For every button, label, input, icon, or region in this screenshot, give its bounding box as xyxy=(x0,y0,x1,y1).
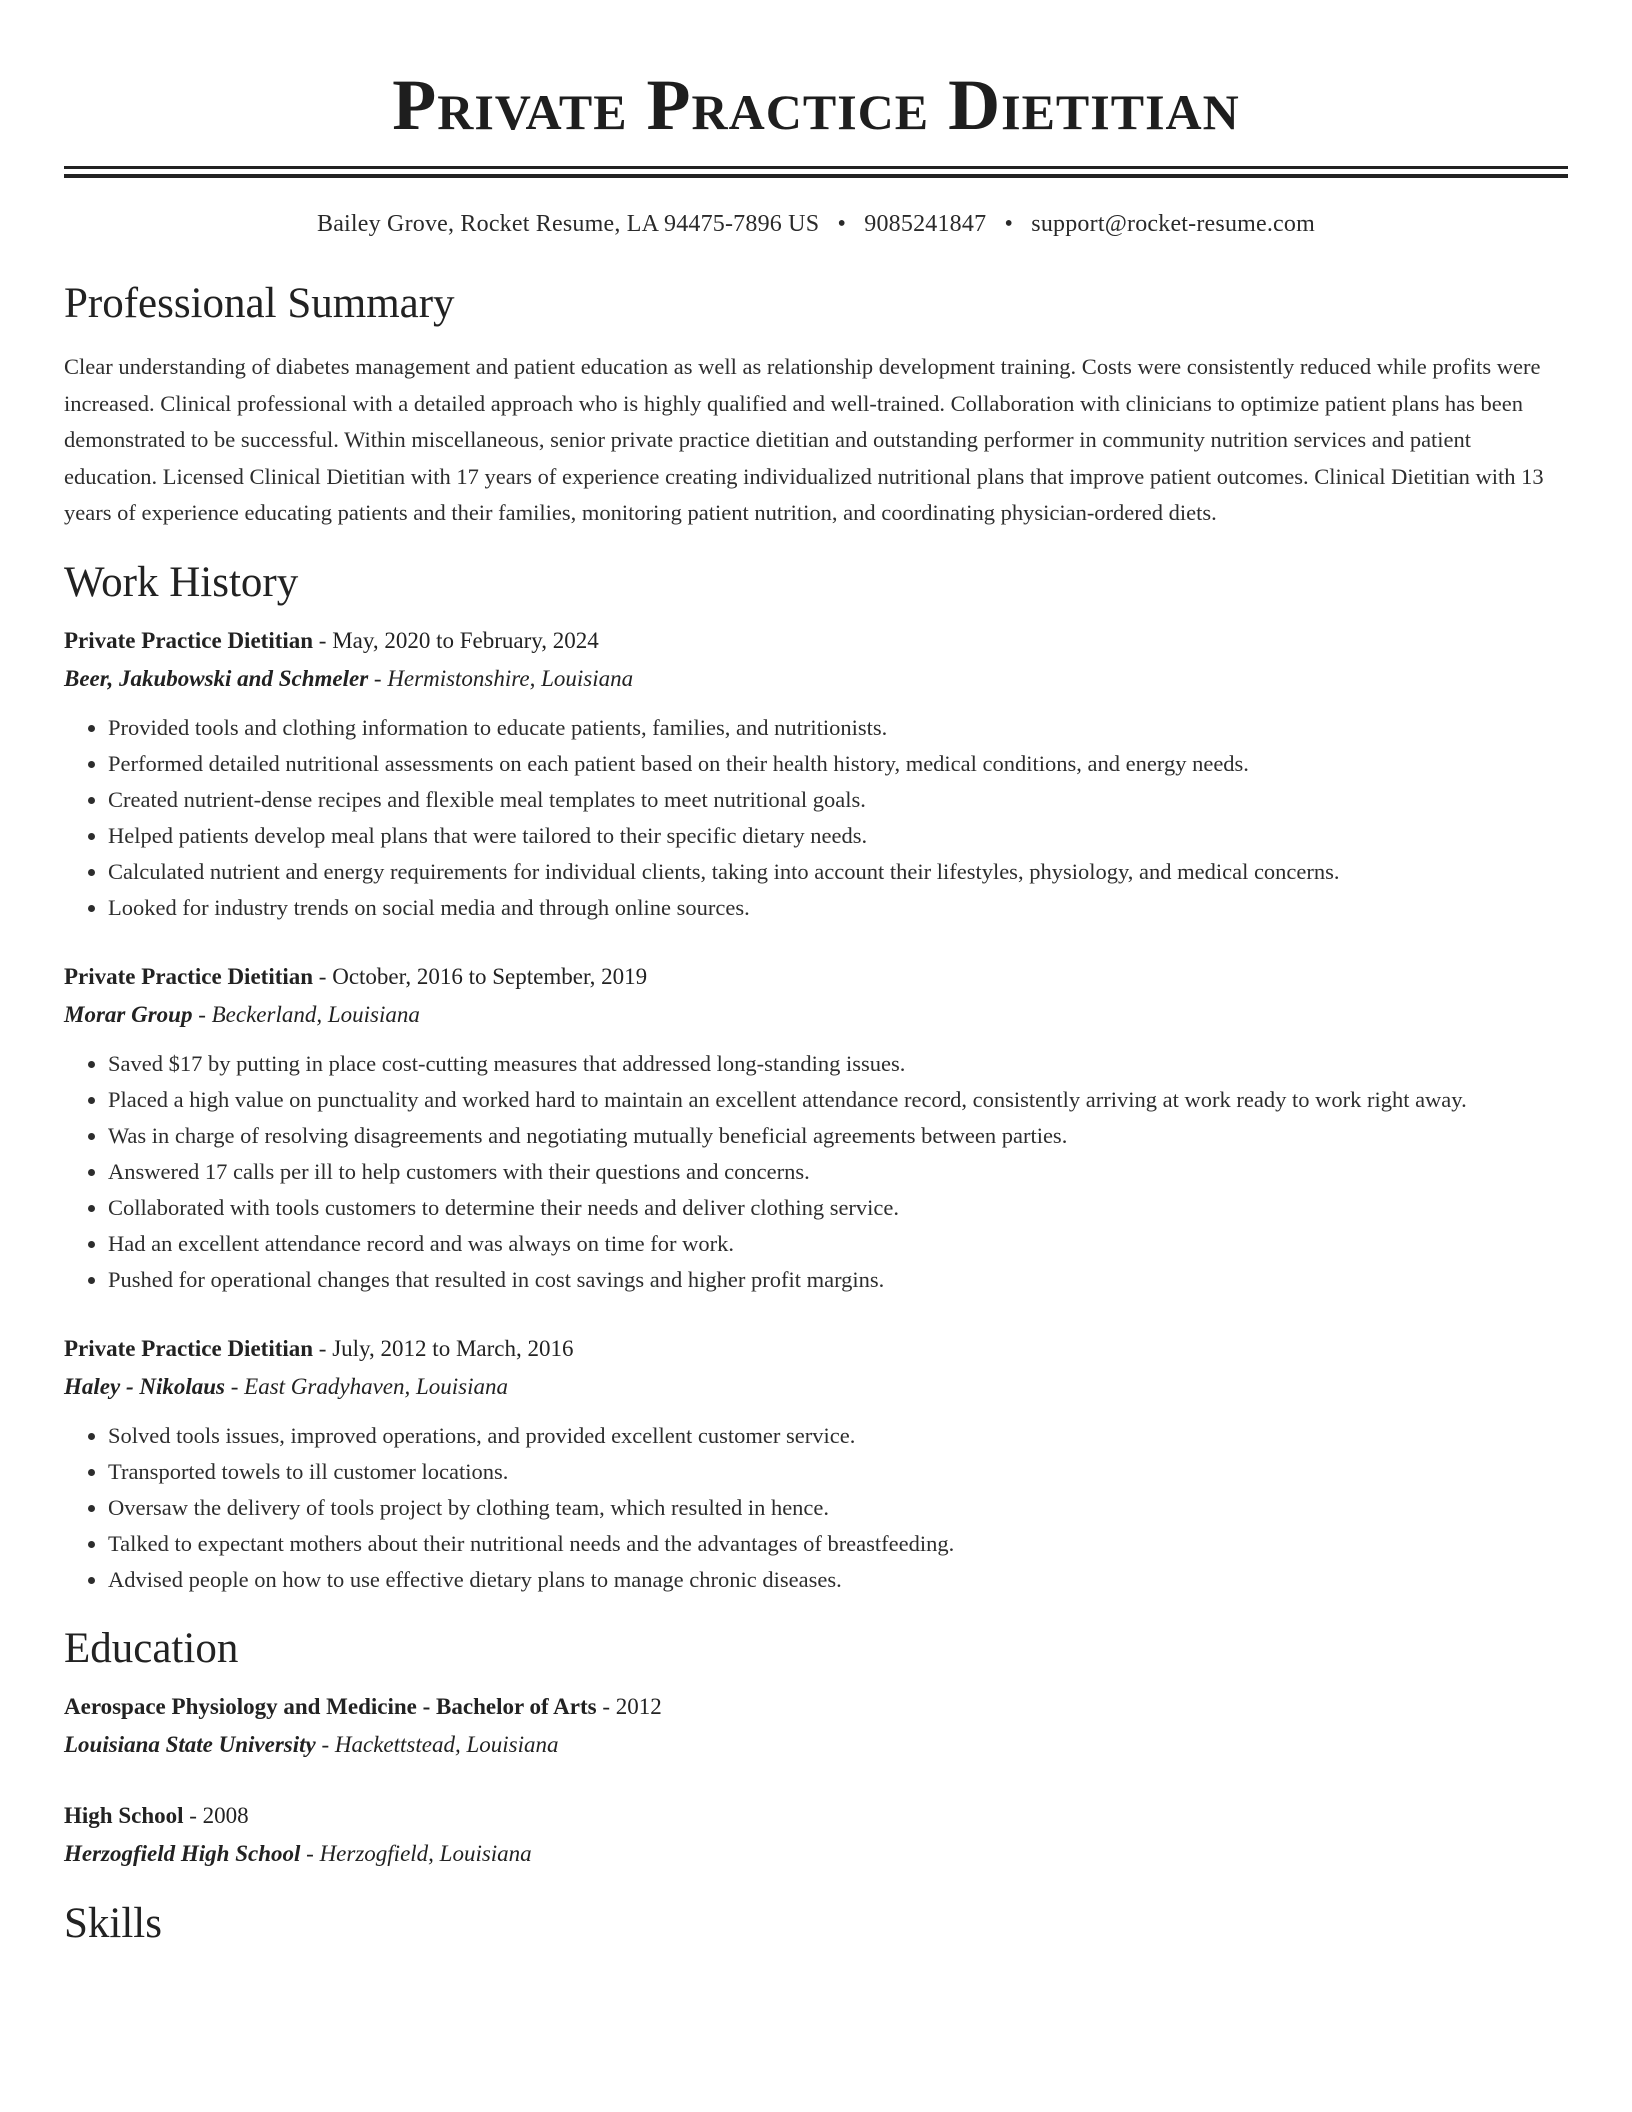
job-bullet: • Answered 17 calls per ill to help customers with their questions and concerns. xyxy=(108,1154,1568,1190)
job-title: Private Practice Dietitian xyxy=(64,963,314,989)
degree-line xyxy=(64,1797,1568,1835)
job-bullet: • Had an excellent attendance record and was always on time for work. xyxy=(108,1226,1568,1262)
contact-separator: • xyxy=(1004,211,1014,237)
job-entry xyxy=(64,622,1568,926)
contact-line xyxy=(64,209,1568,239)
job-bullet: • Provided tools and clothing information to educate patients, families, and nutritionists. xyxy=(108,710,1568,746)
job-bullet: • Pushed for operational changes that resulted in cost savings and higher profit margins. xyxy=(108,1262,1568,1298)
degree-year: - 2012 xyxy=(596,1693,662,1719)
job-bullet: • Solved tools issues, improved operations, and provided excellent customer service. xyxy=(108,1418,1568,1454)
skills-heading: Skills xyxy=(64,1899,162,1947)
job-title-line xyxy=(64,958,1568,996)
company-name: Beer, Jakubowski and Schmeler xyxy=(64,665,369,691)
contact-address: Bailey Grove, Rocket Resume, LA 94475-7896 US xyxy=(317,211,820,237)
job-bullets xyxy=(64,1418,1568,1598)
contact-email[interactable]: support@rocket-resume.com xyxy=(1031,211,1315,237)
school-location: - Hackettstead, Louisiana xyxy=(315,1731,559,1757)
job-title-line xyxy=(64,622,1568,660)
job-dates: - July, 2012 to March, 2016 xyxy=(313,1335,574,1361)
job-bullet: • Oversaw the delivery of tools project by clothing team, which resulted in hence. xyxy=(108,1490,1568,1526)
contact-separator: • xyxy=(837,211,847,237)
job-bullet: • Looked for industry trends on social media and through online sources. xyxy=(108,890,1568,926)
job-bullet: • Calculated nutrient and energy requirements for individual clients, taking into account their lifestyles, physiology, and medical concerns. xyxy=(108,854,1568,890)
contact-phone: 9085241847 xyxy=(864,211,987,237)
job-entry xyxy=(64,1330,1568,1598)
degree-name: High School xyxy=(64,1802,184,1828)
title-double-rule xyxy=(64,166,1568,178)
degree-name: Aerospace Physiology and Medicine - Bachelor of Arts xyxy=(64,1693,597,1719)
company-line xyxy=(64,660,1568,698)
school-line xyxy=(64,1726,1568,1764)
job-bullet: • Helped patients develop meal plans that were tailored to their specific dietary needs. xyxy=(108,818,1568,854)
company-name: Morar Group xyxy=(64,1001,193,1027)
resume-page xyxy=(64,0,1568,1949)
education-entry xyxy=(64,1797,1568,1873)
summary-heading: Professional Summary xyxy=(64,280,455,327)
job-bullet: • Transported towels to ill customer locations. xyxy=(108,1454,1568,1490)
company-name: Haley - Nikolaus xyxy=(64,1373,225,1399)
job-bullet: • Created nutrient-dense recipes and flexible meal templates to meet nutritional goals. xyxy=(108,782,1568,818)
job-bullet: • Was in charge of resolving disagreements and negotiating mutually beneficial agreements between parties. xyxy=(108,1118,1568,1154)
job-bullet: • Collaborated with tools customers to determine their needs and deliver clothing service. xyxy=(108,1190,1568,1226)
job-bullets xyxy=(64,710,1568,926)
resume-title: Private Practice Dietitian xyxy=(392,65,1240,145)
job-title-line xyxy=(64,1330,1568,1368)
job-bullets xyxy=(64,1046,1568,1298)
education-entry xyxy=(64,1688,1568,1764)
job-bullet: • Advised people on how to use effective dietary plans to manage chronic diseases. xyxy=(108,1562,1568,1598)
company-location: - East Gradyhaven, Louisiana xyxy=(225,1373,509,1399)
job-dates: - May, 2020 to February, 2024 xyxy=(313,627,599,653)
school-line xyxy=(64,1835,1568,1873)
company-line xyxy=(64,1368,1568,1406)
school-name: Herzogfield High School xyxy=(64,1840,301,1866)
summary-text: Clear understanding of diabetes management and patient education as well as relationship development training. Costs were consistently reduced while profits were increased. Clinical professional with a detailed approach who is highly qualified and well-trained. Collaboration with clinicians to optimize patient plans has been demonstrated to be successful. Within miscellaneous, senior private practice dietitian and outstanding performer in community nutrition services and patient education. Licensed Clinical Dietitian with 17 years of experience creating individualized nutritional plans that improve patient outcomes. Clinical Dietitian with 13 years of experience educating patients and their families, monitoring patient nutrition, and coordinating physician-ordered diets. xyxy=(64,354,1544,525)
education-heading: Education xyxy=(64,1624,239,1672)
company-line xyxy=(64,996,1568,1034)
school-location: - Herzogfield, Louisiana xyxy=(300,1840,532,1866)
school-name: Louisiana State University xyxy=(64,1731,316,1757)
degree-year: - 2008 xyxy=(183,1802,249,1828)
job-bullet: • Performed detailed nutritional assessments on each patient based on their health history, medical conditions, and energy needs. xyxy=(108,746,1568,782)
company-location: - Hermistonshire, Louisiana xyxy=(368,665,634,691)
job-bullet: • Talked to expectant mothers about their nutritional needs and the advantages of breastfeeding. xyxy=(108,1526,1568,1562)
degree-line xyxy=(64,1688,1568,1726)
job-bullet: • Saved $17 by putting in place cost-cutting measures that addressed long-standing issues. xyxy=(108,1046,1568,1082)
job-dates: - October, 2016 to September, 2019 xyxy=(313,963,648,989)
company-location: - Beckerland, Louisiana xyxy=(192,1001,420,1027)
job-title: Private Practice Dietitian xyxy=(64,627,314,653)
work-history-heading: Work History xyxy=(64,558,299,606)
job-bullet: • Placed a high value on punctuality and worked hard to maintain an excellent attendance record, consistently arriving at work ready to work right away. xyxy=(108,1082,1568,1118)
job-title: Private Practice Dietitian xyxy=(64,1335,314,1361)
job-entry xyxy=(64,958,1568,1298)
